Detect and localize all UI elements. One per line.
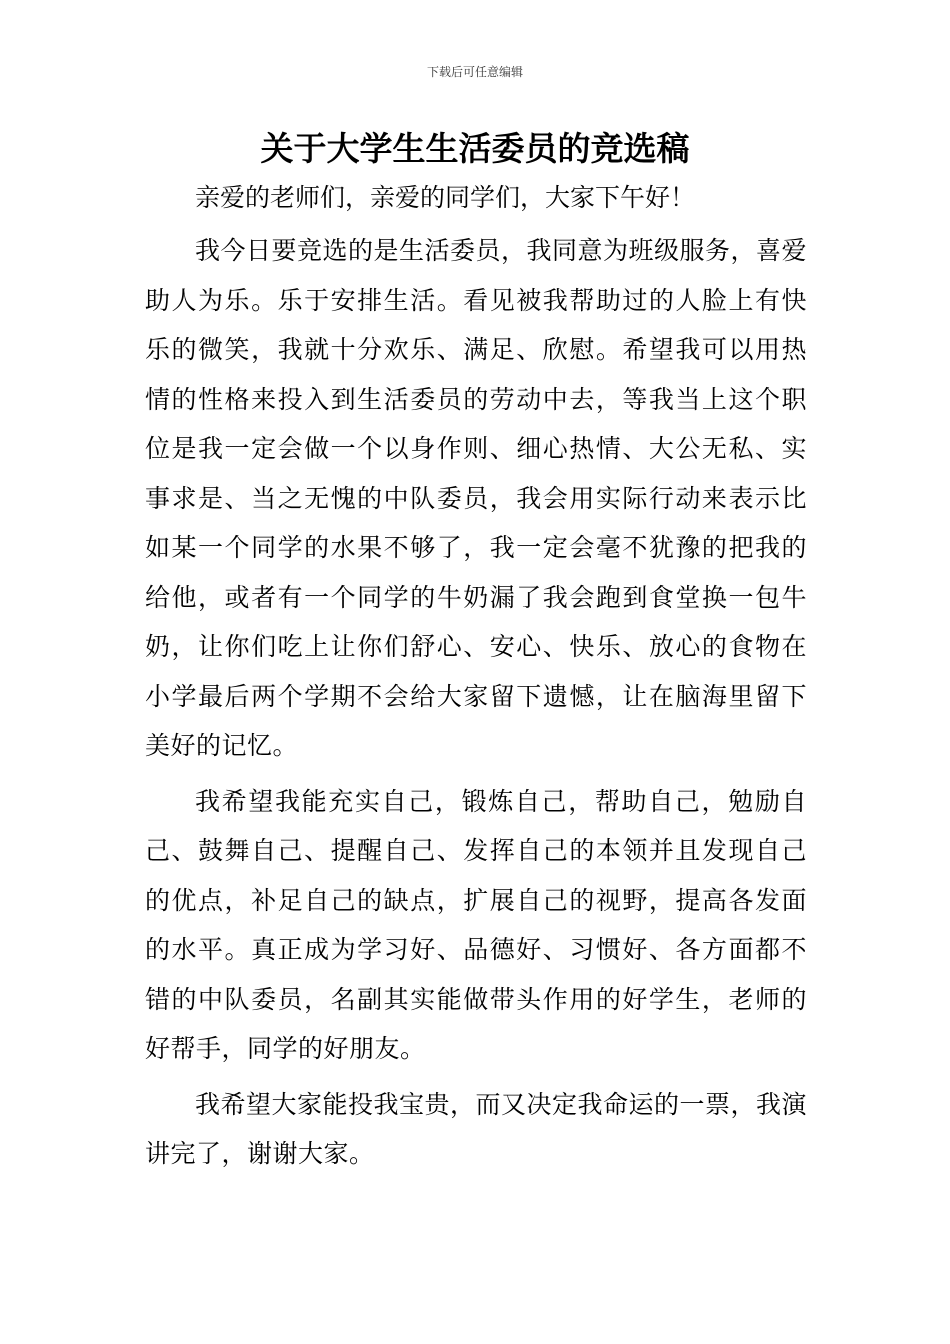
document-title: 关于大学生生活委员的竞选稿 [260,129,690,168]
paragraph-3: 我希望大家能投我宝贵，而又决定我命运的一票，我演讲完了，谢谢大家。 [145,1089,808,1168]
document-body [145,178,807,1185]
header-note: 下载后可任意编辑 [426,65,523,79]
salutation: 亲爱的老师们，亲爱的同学们，大家下午好！ [195,183,696,212]
paragraph-1: 我今日要竞选的是生活委员，我同意为班级服务，喜爱助人为乐。乐于安排生活。看见被我帮助过的人脸上有快乐的微笑，我就十分欢乐、满足、欣慰。希望我可以用热情的性格来投入到生活委员的劳动中去，等我当上这个职位是我一定会做一个以身作则、细心热情、大公无私、实事求是、当之无愧的中队委员，我会用实际行动来表示比如某一个同学的水果不够了，我一定会毫不犹豫的把我的给他，或者有一个同学的牛奶漏了我会跑到食堂换一包牛奶，让你们吃上让你们舒心、安心、快乐、放心的食物在小学最后两个学期不会给大家留下遗憾，让在脑海里留下美好的记忆。 [145,236,808,760]
paragraph-2: 我希望我能充实自己，锻炼自己，帮助自己，勉励自己、鼓舞自己、提醒自己、发挥自己的本领并且发现自己的优点，补足自己的缺点，扩展自己的视野，提高各发面的水平。真正成为学习好、品德好、习惯好、各方面都不错的中队委员，名副其实能做带头作用的好学生，老师的好帮手，同学的好朋友。 [145,786,807,1063]
